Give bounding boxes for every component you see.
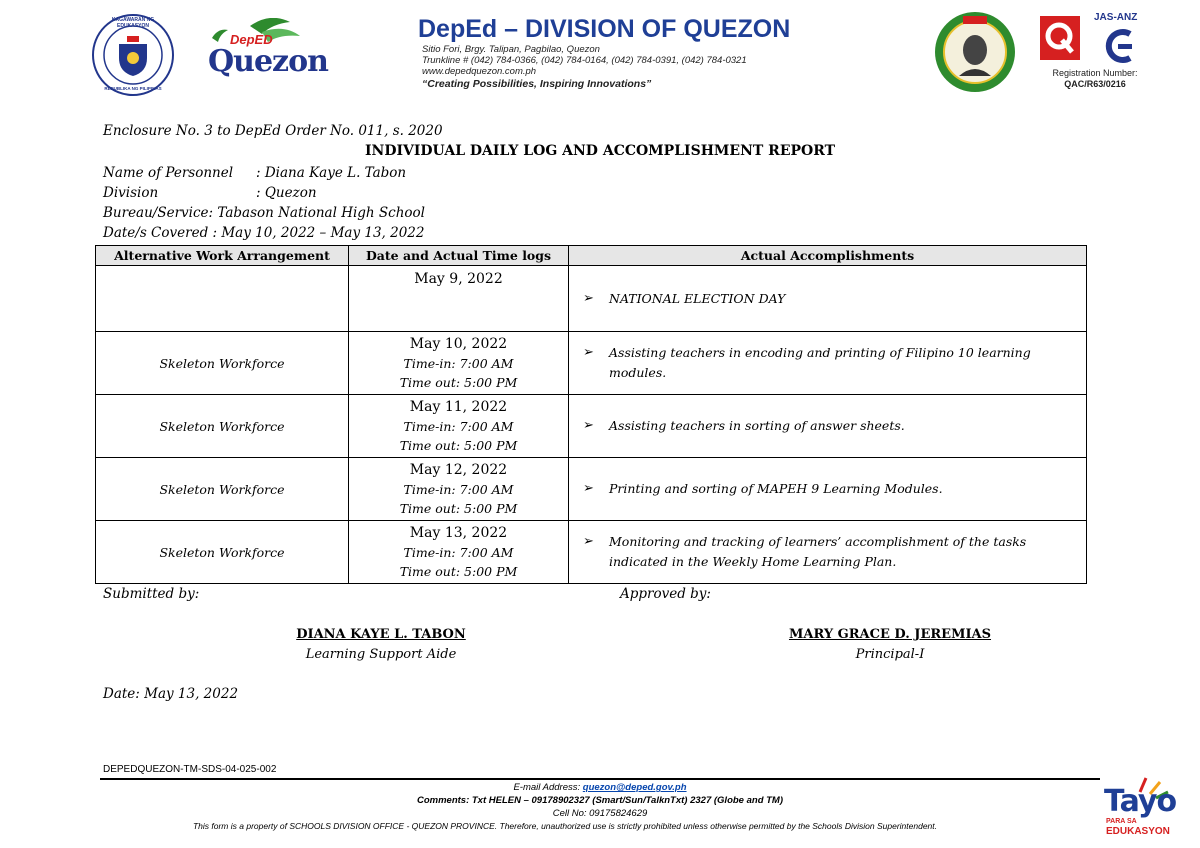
- footer-comments: Comments: Txt HELEN – 09178902327 (Smart/Sun/TalknTxt) 2327 (Globe and TM): [416, 795, 784, 806]
- enclosure: Enclosure No. 3 to DepEd Order No. 011, s. 2020: [103, 123, 443, 139]
- footer-email-link[interactable]: quezon@deped.gov.ph: [582, 782, 687, 793]
- time-out: Time out: 5:00 PM: [399, 500, 518, 516]
- table-header-row: [96, 246, 1087, 266]
- accomplishment-cell: [569, 395, 1087, 458]
- submitted-by-position: Learning Support Aide: [305, 647, 457, 662]
- header-title: DepEd – DIVISION OF QUEZON: [418, 15, 791, 43]
- time-in: Time-in: 7:00 AM: [403, 481, 514, 497]
- footer-divider: [100, 778, 1100, 780]
- log-date: May 9, 2022: [414, 271, 503, 287]
- seal-text: KAGAWARAN NG EDUKASYON: [111, 17, 155, 29]
- form-code: DEPEDQUEZON-TM-SDS-04-025-002: [103, 764, 277, 775]
- date-cell: [349, 458, 569, 521]
- time-out: Time out: 5:00 PM: [399, 374, 518, 390]
- footer-email-label: E-mail Address:: [513, 782, 583, 793]
- tayo-sub2: EDUKASYON: [1106, 826, 1170, 837]
- table-row: [96, 521, 1087, 584]
- accomplishment-text: Assisting teachers in encoding and printing of Filipino 10 learning modules.: [609, 345, 1031, 380]
- accomplishment-cell: [569, 266, 1087, 332]
- footer-email-line: [0, 782, 1200, 793]
- report-date: Date: May 13, 2022: [103, 686, 239, 702]
- arrangement-cell: Skeleton Workforce: [96, 332, 349, 395]
- arrow-bullet-icon: ➢: [583, 418, 594, 433]
- arrow-bullet-icon: ➢: [583, 345, 594, 360]
- arrangement-cell: Skeleton Workforce: [96, 458, 349, 521]
- log-date: May 11, 2022: [409, 398, 508, 415]
- footer-notice: This form is a property of SCHOOLS DIVISION OFFICE - QUEZON PROVINCE. Therefore, unauthorized use is strictly prohibited unless otherwise permitted by the Schools Division Superintendent.: [192, 821, 938, 831]
- jas-anz-logo: [1090, 12, 1152, 66]
- arrow-bullet-icon: ➢: [583, 534, 594, 549]
- date-cell: [349, 521, 569, 584]
- col-header-arrangement: Alternative Work Arrangement: [96, 246, 349, 266]
- approved-by-position: Principal-I: [855, 647, 925, 662]
- arrow-bullet-icon: ➢: [583, 481, 594, 496]
- personnel-label: Name of Personnel: [103, 165, 234, 181]
- col-header-date: Date and Actual Time logs: [349, 246, 569, 266]
- time-in: Time-in: 7:00 AM: [403, 544, 514, 560]
- approved-by-name-block: [735, 627, 1045, 662]
- registration-number: QAC/R63/0216: [1064, 79, 1126, 89]
- date-cell: [349, 332, 569, 395]
- report-title: INDIVIDUAL DAILY LOG AND ACCOMPLISHMENT REPORT: [364, 143, 836, 159]
- approved-by-label: Approved by:: [620, 586, 711, 602]
- time-in: Time-in: 7:00 AM: [403, 355, 514, 371]
- date-cell: [349, 266, 569, 332]
- header-website[interactable]: www.depedquezon.com.ph: [422, 66, 537, 77]
- header-address: Sitio Fori, Brgy. Talipan, Pagbilao, Quezon: [422, 44, 600, 55]
- log-date: May 12, 2022: [409, 461, 508, 478]
- col-header-accomplishments: Actual Accomplishments: [569, 246, 1087, 266]
- accomplishment-text: Monitoring and tracking of learners’ accomplishment of the tasks indicated in the Weekly Home Learning Plan.: [609, 534, 1027, 569]
- accomplishment-cell: [569, 458, 1087, 521]
- header-motto: “Creating Possibilities, Inspiring Innovations”: [422, 78, 652, 90]
- quezon-logo-top: DepED: [230, 32, 273, 47]
- arrow-bullet-icon: ➢: [583, 290, 594, 306]
- bureau-service: Bureau/Service: Tabason National High School: [103, 205, 425, 221]
- time-out: Time out: 5:00 PM: [399, 437, 518, 453]
- approved-by-name: MARY GRACE D. JEREMIAS: [788, 627, 992, 642]
- submitted-by-name: DIANA KAYE L. TABON: [296, 627, 466, 642]
- quezon-division-seal: [933, 10, 1017, 94]
- arrangement-cell: Skeleton Workforce: [96, 521, 349, 584]
- arrangement-cell: Skeleton Workforce: [96, 395, 349, 458]
- accomplishment-text: NATIONAL ELECTION DAY: [609, 290, 786, 306]
- footer-cell: Cell No: 09175824629: [552, 808, 648, 819]
- seal-subtext: REPUBLIKA NG PILIPINAS: [104, 86, 162, 91]
- table-row: [96, 332, 1087, 395]
- accomplishment-text: Printing and sorting of MAPEH 9 Learning Modules.: [609, 481, 943, 496]
- tayo-sub1: PARA SA: [1106, 818, 1137, 825]
- quezon-logo-main: Quezon: [208, 44, 328, 79]
- division-label: Division: [103, 185, 159, 201]
- time-in: Time-in: 7:00 AM: [403, 418, 514, 434]
- deped-quezon-logo: [200, 18, 328, 88]
- log-date: May 13, 2022: [409, 524, 508, 541]
- iso-q-logo: [1040, 16, 1080, 60]
- date-cell: [349, 395, 569, 458]
- tayo-para-sa-edukasyon-logo: [1100, 772, 1177, 838]
- personnel-value: : Diana Kaye L. Tabon: [256, 165, 407, 181]
- registration-label: Registration Number:: [1052, 68, 1138, 78]
- tayo-text: Tayo: [1104, 784, 1177, 819]
- jas-anz-text: JAS-ANZ: [1094, 12, 1138, 23]
- table-row: [96, 458, 1087, 521]
- registration-info: [1040, 68, 1150, 90]
- arrangement-cell: [96, 266, 349, 332]
- accomplishment-cell: [569, 521, 1087, 584]
- table-row: [96, 266, 1087, 332]
- deped-seal-logo: [92, 14, 174, 96]
- time-out: Time out: 5:00 PM: [399, 563, 518, 579]
- table-row: [96, 395, 1087, 458]
- submitted-by-label: Submitted by:: [103, 586, 200, 602]
- dates-covered: Date/s Covered : May 10, 2022 – May 13, 2022: [103, 225, 425, 241]
- division-value: : Quezon: [256, 185, 317, 201]
- log-date: May 10, 2022: [409, 335, 508, 352]
- header-trunkline: Trunkline # (042) 784-0366, (042) 784-0164, (042) 784-0391, (042) 784-0321: [422, 55, 747, 66]
- accomplishment-cell: [569, 332, 1087, 395]
- accomplishment-text: Assisting teachers in sorting of answer sheets.: [609, 418, 905, 433]
- submitted-by-name-block: [226, 627, 536, 662]
- log-table: [95, 245, 1087, 584]
